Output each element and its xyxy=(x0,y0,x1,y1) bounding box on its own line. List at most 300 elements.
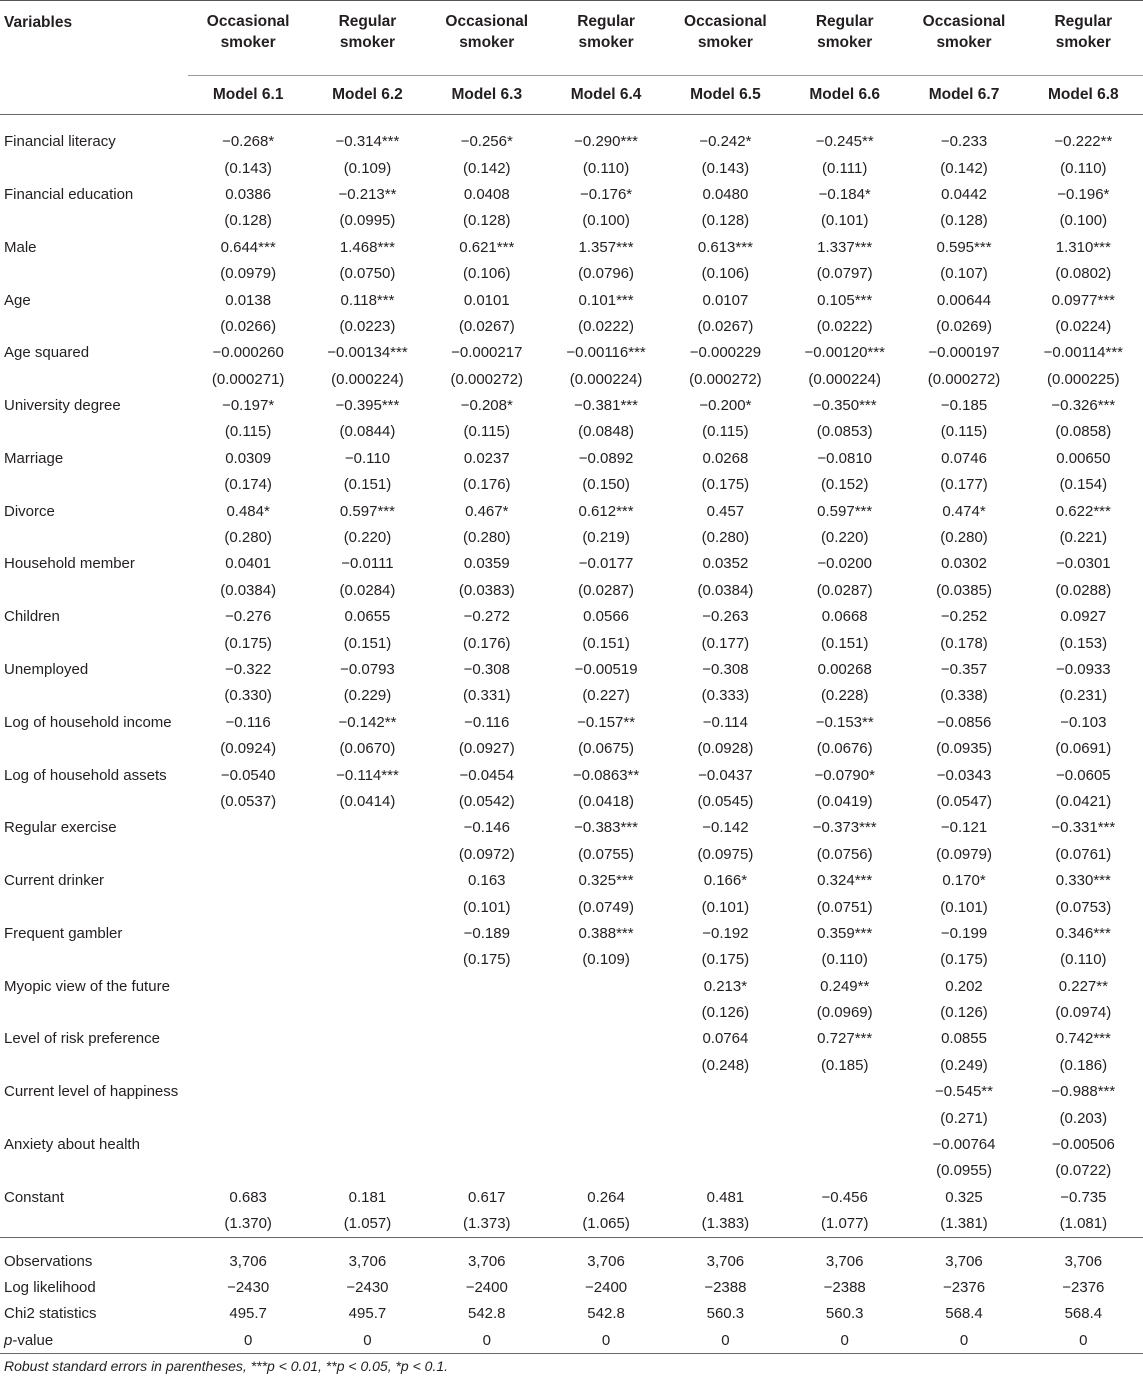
coefficient-cell: −0.00134*** xyxy=(327,344,408,362)
column-header-line2: smoker xyxy=(697,34,753,51)
standard-error-cell: (0.000272) xyxy=(927,370,1001,388)
standard-error-cell: (0.178) xyxy=(940,634,988,652)
standard-error-label-blank xyxy=(0,1105,188,1131)
standard-error-label-blank xyxy=(0,735,188,761)
standard-error-label-blank xyxy=(0,155,188,181)
standard-error-cell xyxy=(785,1105,904,1131)
coefficient-row xyxy=(0,709,1143,735)
variable-label: Children xyxy=(4,608,60,626)
standard-error-cell: (0.0974) xyxy=(1055,1004,1112,1022)
standard-error-cell: (0.109) xyxy=(582,951,630,969)
standard-error-cell: (0.142) xyxy=(463,159,511,177)
coefficient-cell: −0.0605 xyxy=(1056,766,1111,784)
coefficient-cell: −0.331*** xyxy=(1051,819,1116,837)
standard-error-cell: (0.142) xyxy=(940,159,988,177)
standard-error-label-blank xyxy=(0,472,188,498)
standard-error-cell: (0.000224) xyxy=(569,370,643,388)
coefficient-cell: −0.176* xyxy=(580,185,633,203)
coefficient-row xyxy=(0,340,1143,366)
standard-error-cell: (0.101) xyxy=(463,898,511,916)
coefficient-cell xyxy=(546,1131,665,1157)
coefficient-cell: −0.116 xyxy=(464,713,510,731)
coefficient-cell: −0.0933 xyxy=(1056,661,1111,678)
standard-error-cell: (0.185) xyxy=(820,1056,869,1074)
coefficient-cell: −0.988*** xyxy=(1051,1083,1116,1101)
standard-error-cell: (0.0269) xyxy=(936,317,992,335)
coefficient-cell: −0.000217 xyxy=(451,344,523,362)
coefficient-row xyxy=(0,815,1143,841)
coefficient-cell: −0.272 xyxy=(463,608,510,626)
statistic-cell: 568.4 xyxy=(945,1305,983,1323)
standard-error-row xyxy=(0,1052,1143,1078)
statistic-row xyxy=(0,1237,1143,1274)
coefficient-cell: 0.163 xyxy=(467,872,506,890)
coefficient-cell: 0.597*** xyxy=(339,502,395,520)
coefficient-cell: 0.0138 xyxy=(225,291,272,309)
standard-error-cell: (1.057) xyxy=(343,1215,392,1233)
standard-error-cell: (0.0384) xyxy=(697,581,754,599)
standard-error-cell xyxy=(188,894,307,920)
standard-error-cell: (0.0969) xyxy=(816,1004,873,1022)
coefficient-cell: −0.0892 xyxy=(578,449,634,467)
standard-error-cell: (0.249) xyxy=(940,1056,988,1074)
standard-error-cell: (0.0756) xyxy=(816,845,873,863)
coefficient-cell: 0.118*** xyxy=(340,291,395,309)
statistic-cell: 568.4 xyxy=(1064,1305,1103,1323)
coefficient-row xyxy=(0,920,1143,946)
standard-error-cell: (0.175) xyxy=(940,951,988,969)
standard-error-cell xyxy=(308,999,427,1025)
coefficient-cell: −0.456 xyxy=(821,1188,868,1206)
standard-error-cell: (0.0421) xyxy=(1055,792,1112,810)
coefficient-cell: −0.0343 xyxy=(936,766,992,784)
coefficient-cell: −0.276 xyxy=(224,608,272,626)
coefficient-cell: 0.0302 xyxy=(941,555,987,573)
standard-error-row xyxy=(0,841,1143,867)
model-header: Model 6.2 xyxy=(308,75,427,114)
statistic-cell: 3,706 xyxy=(467,1252,506,1270)
standard-error-cell: (0.100) xyxy=(1059,212,1108,230)
standard-error-cell: (0.0222) xyxy=(578,317,635,335)
standard-error-cell: (0.0802) xyxy=(1055,265,1112,283)
standard-error-cell: (0.0414) xyxy=(339,792,396,810)
coefficient-cell: 0.467* xyxy=(465,502,509,520)
coefficient-cell: −0.114*** xyxy=(336,766,399,784)
column-header-1 xyxy=(188,1,307,76)
coefficient-cell xyxy=(546,1079,665,1105)
coefficient-cell: −0.00114*** xyxy=(1043,344,1124,362)
statistic-cell: −2430 xyxy=(346,1278,389,1296)
column-header-6 xyxy=(785,1,904,76)
standard-error-cell: (0.0751) xyxy=(816,898,873,916)
standard-error-cell: (0.000224) xyxy=(808,370,881,388)
standard-error-cell: (0.0547) xyxy=(936,792,992,810)
standard-error-cell: (0.0755) xyxy=(578,845,635,863)
standard-error-row xyxy=(0,894,1143,920)
standard-error-cell: (0.0287) xyxy=(578,581,635,599)
standard-error-cell: (0.153) xyxy=(1059,634,1108,652)
statistic-cell: 3,706 xyxy=(1064,1252,1103,1270)
statistic-cell: 542.8 xyxy=(467,1305,506,1323)
standard-error-cell: (0.0418) xyxy=(578,792,635,810)
standard-error-cell: (0.0267) xyxy=(458,317,515,335)
coefficient-cell: −0.00764 xyxy=(932,1136,996,1154)
standard-error-cell: (0.0750) xyxy=(339,265,396,283)
standard-error-cell: (0.0858) xyxy=(1055,423,1112,441)
standard-error-cell: (0.174) xyxy=(224,476,272,494)
standard-error-row xyxy=(0,577,1143,603)
standard-error-cell: (0.106) xyxy=(463,265,511,283)
statistic-cell: 0 xyxy=(482,1331,491,1349)
standard-error-cell: (0.0749) xyxy=(578,898,635,916)
coefficient-cell: −0.252 xyxy=(940,608,988,626)
coefficient-cell: −0.208* xyxy=(460,397,513,415)
standard-error-cell: (0.110) xyxy=(1060,951,1107,969)
column-header-line2: smoker xyxy=(817,34,873,51)
standard-error-row xyxy=(0,155,1143,181)
coefficient-cell xyxy=(308,867,427,893)
standard-error-cell xyxy=(427,1158,546,1184)
coefficient-row xyxy=(0,762,1143,788)
coefficient-cell: 0.597*** xyxy=(817,502,873,520)
column-header-line2: smoker xyxy=(578,34,634,51)
coefficient-cell xyxy=(308,1079,427,1105)
column-header-4 xyxy=(546,1,665,76)
variable-label: Male xyxy=(4,238,37,256)
coefficient-cell: −0.199 xyxy=(940,924,988,942)
variable-label: Regular exercise xyxy=(4,819,117,837)
standard-error-cell: (0.110) xyxy=(1060,159,1107,177)
coefficient-cell: −0.121 xyxy=(940,819,988,837)
coefficient-cell: −0.263 xyxy=(702,608,749,626)
coefficient-cell: −0.245** xyxy=(815,133,874,151)
standard-error-cell: (0.0844) xyxy=(339,423,396,441)
statistic-cell: −2400 xyxy=(465,1278,508,1296)
coefficient-cell: −0.157** xyxy=(577,713,636,731)
coefficient-cell: 0.00650 xyxy=(1056,449,1111,467)
statistic-cell: −2388 xyxy=(704,1278,747,1296)
standard-error-cell: (0.0266) xyxy=(220,317,277,335)
standard-error-cell: (0.101) xyxy=(820,212,869,230)
standard-error-row xyxy=(0,788,1143,814)
coefficient-cell: 0.264 xyxy=(587,1188,625,1206)
variable-label: Current level of happiness xyxy=(4,1083,179,1101)
coefficient-cell xyxy=(188,1079,307,1105)
coefficient-cell: 1.337*** xyxy=(817,238,873,256)
coefficient-cell: −0.0863** xyxy=(572,766,640,784)
variable-label: University degree xyxy=(4,397,121,415)
standard-error-cell: (1.077) xyxy=(820,1215,869,1233)
coefficient-cell: 0.484* xyxy=(226,502,270,520)
standard-error-cell: (0.0797) xyxy=(816,265,873,283)
standard-error-cell: (0.0223) xyxy=(339,317,396,335)
statistics-body xyxy=(0,1237,1143,1354)
standard-error-cell: (0.111) xyxy=(822,159,868,177)
statistic-label-text: Log likelihood xyxy=(4,1278,96,1296)
standard-error-cell: (0.101) xyxy=(701,898,750,916)
standard-error-cell: (0.0384) xyxy=(220,581,277,599)
statistic-cell: −2430 xyxy=(227,1278,270,1296)
standard-error-cell: (0.0383) xyxy=(458,581,515,599)
coefficient-cell: 0.166* xyxy=(703,872,748,890)
coefficient-cell: 0.346*** xyxy=(1055,924,1111,942)
coefficient-cell xyxy=(785,1079,904,1105)
statistic-label-text: Chi2 statistics xyxy=(4,1305,97,1323)
column-header-line2: smoker xyxy=(339,34,396,51)
column-header-line1: Occasional xyxy=(684,13,767,30)
coefficient-cell: −0.00120*** xyxy=(804,344,885,362)
coefficient-cell: 0.0566 xyxy=(583,608,630,626)
standard-error-row xyxy=(0,630,1143,656)
coefficient-cell: −0.189 xyxy=(463,924,510,942)
standard-error-cell: (0.0924) xyxy=(220,740,277,758)
standard-error-cell: (0.175) xyxy=(701,476,750,494)
variable-label: Marriage xyxy=(4,449,64,467)
coefficient-cell: 0.0101 xyxy=(463,291,510,309)
standard-error-row xyxy=(0,366,1143,392)
standard-error-cell: (0.126) xyxy=(940,1004,988,1022)
standard-error-cell: (0.000272) xyxy=(689,370,762,388)
statistic-cell: 3,706 xyxy=(945,1252,983,1270)
standard-error-cell: (0.330) xyxy=(224,687,272,705)
coefficient-cell: −0.0437 xyxy=(698,766,753,784)
coefficient-cell: −0.233 xyxy=(940,133,988,151)
standard-error-cell: (0.107) xyxy=(940,265,988,283)
coefficient-cell: 0.0107 xyxy=(702,291,749,309)
standard-error-cell: (1.383) xyxy=(701,1215,750,1233)
standard-error-cell: (0.154) xyxy=(1059,476,1108,494)
coefficient-cell: 0.0268 xyxy=(702,449,749,467)
standard-error-row xyxy=(0,1158,1143,1184)
standard-error-cell: (0.0761) xyxy=(1055,845,1112,863)
standard-error-row xyxy=(0,524,1143,550)
standard-error-cell: (0.115) xyxy=(224,423,272,441)
statistic-row xyxy=(0,1274,1143,1300)
standard-error-cell: (0.128) xyxy=(463,212,511,230)
statistic-cell: 3,706 xyxy=(825,1252,864,1270)
standard-error-cell: (0.248) xyxy=(701,1056,750,1074)
coefficient-cell: −0.242* xyxy=(699,133,752,151)
column-header-3 xyxy=(427,1,546,76)
standard-error-cell xyxy=(188,947,307,973)
statistic-cell: 0 xyxy=(601,1331,611,1349)
standard-error-label-blank xyxy=(0,894,188,920)
coefficient-cell: 0.644*** xyxy=(220,238,276,256)
standard-error-cell: (0.101) xyxy=(940,898,988,916)
coefficient-cell: −0.395*** xyxy=(335,397,400,415)
standard-error-label-blank xyxy=(0,577,188,603)
coefficient-row xyxy=(0,234,1143,260)
coefficient-cell: −0.153** xyxy=(815,713,874,731)
coefficient-cell: 0.213* xyxy=(703,977,748,995)
column-header-line1: Regular xyxy=(815,13,874,30)
model-header: Model 6.7 xyxy=(904,75,1023,114)
coefficient-cell: −0.373*** xyxy=(812,819,877,837)
standard-error-cell: (0.000224) xyxy=(331,370,404,388)
table-footnote: Robust standard errors in parentheses, ***p < 0.01, **p < 0.05, *p < 0.1. xyxy=(4,1358,449,1374)
coefficient-cell: −0.314*** xyxy=(335,133,400,151)
standard-error-cell xyxy=(188,1158,307,1184)
coefficient-cell: 0.457 xyxy=(706,502,745,520)
standard-error-row xyxy=(0,1211,1143,1238)
standard-error-label-blank xyxy=(0,630,188,656)
standard-error-cell: (0.110) xyxy=(821,951,868,969)
coefficient-cell xyxy=(666,1131,785,1157)
standard-error-cell: (0.152) xyxy=(820,476,869,494)
standard-error-cell: (0.0537) xyxy=(220,792,277,810)
standard-error-cell: (0.0955) xyxy=(936,1162,992,1180)
coefficient-cell: −0.222** xyxy=(1054,133,1113,151)
standard-error-cell xyxy=(188,841,307,867)
standard-error-cell: (0.115) xyxy=(940,423,988,441)
standard-error-cell: (0.109) xyxy=(343,159,392,177)
coefficient-cell: −0.196* xyxy=(1057,185,1110,203)
standard-error-cell: (0.151) xyxy=(582,634,630,652)
standard-error-row xyxy=(0,735,1143,761)
standard-error-cell xyxy=(427,999,546,1025)
coefficient-cell: −0.000197 xyxy=(928,344,1000,362)
table-header xyxy=(0,1,1143,115)
coefficient-row xyxy=(0,1026,1143,1052)
column-header-line1: Regular xyxy=(338,13,397,30)
standard-error-cell xyxy=(188,999,307,1025)
variable-label: Financial education xyxy=(4,185,134,203)
standard-error-cell: (0.0287) xyxy=(816,581,873,599)
standard-error-label-blank xyxy=(0,999,188,1025)
column-header-7 xyxy=(904,1,1023,76)
standard-error-cell: (0.0224) xyxy=(1055,317,1112,335)
coefficient-cell: −0.0200 xyxy=(817,555,873,573)
coefficient-cell: −0.110 xyxy=(344,449,391,467)
statistic-row xyxy=(0,1327,1143,1354)
statistic-cell: 495.7 xyxy=(348,1305,387,1323)
standard-error-cell: (0.228) xyxy=(820,687,869,705)
statistic-cell: 0 xyxy=(363,1331,372,1349)
coefficient-row xyxy=(0,1079,1143,1105)
statistic-cell: 3,706 xyxy=(348,1252,387,1270)
standard-error-row xyxy=(0,208,1143,234)
standard-error-cell: (0.175) xyxy=(224,634,272,652)
standard-error-row xyxy=(0,1105,1143,1131)
statistic-label xyxy=(0,1237,188,1274)
standard-error-cell: (0.338) xyxy=(940,687,988,705)
coefficient-cell: −0.308 xyxy=(463,661,510,678)
standard-error-cell: (0.280) xyxy=(224,529,272,547)
standard-error-cell: (0.0975) xyxy=(697,845,754,863)
standard-error-cell: (0.220) xyxy=(820,529,869,547)
model-header: Model 6.6 xyxy=(785,75,904,114)
standard-error-label-blank xyxy=(0,313,188,339)
coefficient-row xyxy=(0,445,1143,471)
standard-error-label-blank xyxy=(0,841,188,867)
coefficient-cell: 0.181 xyxy=(348,1188,387,1206)
standard-error-label-blank xyxy=(0,1052,188,1078)
standard-error-cell: (0.221) xyxy=(1059,529,1108,547)
coefficient-cell: 0.359*** xyxy=(817,924,873,942)
standard-error-cell: (0.220) xyxy=(343,529,392,547)
coefficient-cell: −0.142** xyxy=(338,713,397,731)
statistic-cell: −2376 xyxy=(942,1278,986,1296)
standard-error-label-blank xyxy=(0,260,188,286)
standard-error-cell: (0.0853) xyxy=(816,423,873,441)
coefficient-cell: 0.202 xyxy=(945,977,983,995)
coefficient-cell xyxy=(546,1026,665,1052)
standard-error-cell: (0.128) xyxy=(940,212,988,230)
coefficient-cell xyxy=(188,867,307,893)
standard-error-cell xyxy=(427,1052,546,1078)
coefficient-row xyxy=(0,656,1143,682)
variable-label: Unemployed xyxy=(4,661,89,678)
coefficient-cell xyxy=(308,815,427,841)
standard-error-row xyxy=(0,313,1143,339)
standard-error-cell: (0.0267) xyxy=(697,317,754,335)
variable-label: Level of risk preference xyxy=(4,1030,160,1048)
coefficient-cell: 0.0655 xyxy=(344,608,391,626)
standard-error-cell xyxy=(308,1052,427,1078)
variable-label: Household member xyxy=(4,555,135,573)
coefficient-cell: 0.612*** xyxy=(578,502,634,520)
column-header-8 xyxy=(1024,1,1143,76)
variable-label: Current drinker xyxy=(4,872,105,890)
coefficient-cell xyxy=(308,1026,427,1052)
coefficient-cell: −0.116 xyxy=(225,713,271,731)
standard-error-cell xyxy=(546,1158,665,1184)
coefficient-cell: −0.0301 xyxy=(1056,555,1111,573)
coefficient-cell: 0.388*** xyxy=(578,924,634,942)
standard-error-cell: (0.0222) xyxy=(816,317,873,335)
coefficient-row xyxy=(0,114,1143,155)
coefficient-cell: −0.381*** xyxy=(574,397,638,415)
coefficient-cell: −0.350*** xyxy=(812,397,877,415)
coefficient-cell xyxy=(427,1131,546,1157)
standard-error-label-blank xyxy=(0,524,188,550)
statistic-cell: 0 xyxy=(840,1331,849,1349)
standard-error-cell: (0.150) xyxy=(582,476,630,494)
coefficient-row xyxy=(0,392,1143,418)
statistic-cell: 3,706 xyxy=(706,1252,745,1270)
coefficient-cell: −0.185 xyxy=(940,397,988,415)
standard-error-cell: (0.151) xyxy=(343,634,392,652)
column-header-2 xyxy=(308,1,427,76)
statistic-label xyxy=(0,1274,188,1300)
coefficient-cell xyxy=(427,973,546,999)
standard-error-cell: (0.126) xyxy=(701,1004,750,1022)
coefficient-cell: 0.325*** xyxy=(578,872,634,890)
column-header-line2: smoker xyxy=(1055,34,1111,51)
coefficient-cell: −0.00116*** xyxy=(566,344,646,362)
standard-error-cell: (0.115) xyxy=(702,423,749,441)
coefficient-cell: 0.249** xyxy=(820,977,870,995)
standard-error-row xyxy=(0,947,1143,973)
coefficient-cell: 0.613*** xyxy=(697,238,753,256)
coefficient-cell: −0.735 xyxy=(1060,1188,1107,1206)
column-header-line1: Occasional xyxy=(206,13,290,30)
standard-error-cell: (0.0419) xyxy=(816,792,873,810)
standard-error-cell: (0.0545) xyxy=(697,792,754,810)
coefficient-cell: 0.0927 xyxy=(1060,608,1107,626)
standard-error-cell: (0.0972) xyxy=(458,845,515,863)
statistic-cell: −2376 xyxy=(1062,1278,1105,1296)
standard-error-cell: (0.0676) xyxy=(816,740,873,758)
coefficient-cell: 0.0352 xyxy=(702,555,749,573)
standard-error-cell: (0.0542) xyxy=(458,792,515,810)
standard-error-cell: (0.280) xyxy=(463,529,511,547)
coefficient-cell: −0.184* xyxy=(818,185,871,203)
coefficient-cell: 0.617 xyxy=(467,1188,506,1206)
standard-error-cell: (0.0288) xyxy=(1055,581,1112,599)
standard-error-cell xyxy=(546,1052,665,1078)
coefficient-cell: −0.308 xyxy=(702,661,749,678)
